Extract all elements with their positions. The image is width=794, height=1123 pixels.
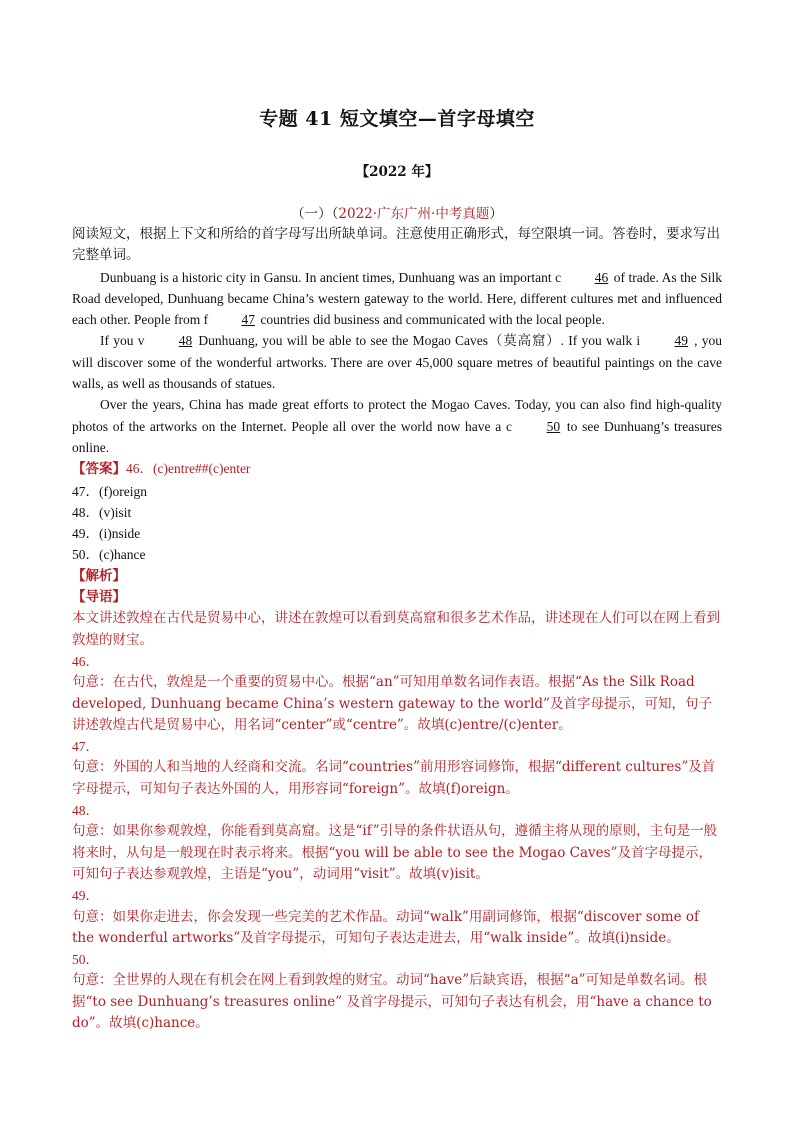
explanation-text: 句意：全世界的人现在有机会在网上看到敦煌的财宝。动词“have”后缺宾语，根据“a”可知是单数名词。根据“to see Dunhuang’s treasures online” 及首字母提示，可知句子表达有机会，用“have a chance to do”。故填(c)hance。 bbox=[72, 972, 712, 1031]
explanation-text: 句意：在古代，敦煌是一个重要的贸易中心。根据“an”可知用单数名词作表语。根据“As the Silk Road developed, Dunhuang became China’s western gateway to the world”及首字母提示，可知，句子讲述敦煌古代是贸易中心，用名词“center”或“centre”。故填(c)entre/(c)enter。 bbox=[72, 674, 712, 733]
explanation-number: 46． bbox=[72, 653, 99, 669]
year-heading: 【2022 年】 bbox=[355, 164, 439, 180]
instructions: 阅读短文，根据上下文和所给的首字母写出所缺单词。注意使用正确形式，每空限填一词。答卷时，要求写出完整单词。 bbox=[72, 226, 720, 264]
explanation-text: 句意：如果你走进去，你会发现一些完美的艺术作品。动词“walk”用副词修饰，根据“discover some of the wonderful artworks”及首字母提示，可知句子表达走进去，用“walk inside”。故填(i)nside。 bbox=[72, 908, 700, 946]
blank-47: 47 bbox=[241, 312, 255, 328]
explanation-text: 句意：外国的人和当地的人经商和交流。名词“countries”前用形容词修饰，根据“different cultures”及首字母提示，可知句子表达外国的人，用形容词“foreign”。故填(f)oreign。 bbox=[72, 759, 716, 797]
answer-label: 【答案】 bbox=[72, 461, 126, 478]
answer-item: 50．(c)hance bbox=[72, 547, 146, 563]
guide-label: 【导语】 bbox=[72, 589, 126, 606]
answer-line-1 bbox=[72, 458, 722, 480]
explanation-text: 句意：如果你参观敦煌，你能看到莫高窟。这是“if”引导的条件状语从句，遵循主将从现的原则，主句是一般将来时，从句是一般现在时表示将来。根据“you will be able to see the Mogao Caves”及首字母提示，可知句子表达参观敦煌，主语是“you”，动词用“visit”。故填(v)isit。 bbox=[72, 823, 718, 882]
blank-46: 46 bbox=[594, 269, 609, 285]
analysis-label: 【解析】 bbox=[72, 567, 126, 584]
page-title: 专题 41 短文填空—首字母填空 bbox=[259, 108, 535, 130]
answer-item: 49．(i)nside bbox=[72, 526, 141, 542]
explanation-number: 49． bbox=[72, 888, 99, 904]
passage-paragraph-1: Dunbuang is a historic city in Gansu. In ancient times, Dunhuang was an important c 46 of trade. As the Silk Road developed, Dunhuang became China’s western gateway to the world. Here, different cultures met and influenced each other. People from f 47 countries did business and communicated with the local people. bbox=[72, 267, 722, 331]
blank-49: 49 bbox=[674, 333, 688, 349]
source-suffix: ） bbox=[489, 206, 503, 222]
explanation-number: 47． bbox=[72, 739, 99, 755]
blank-48: 48 bbox=[178, 333, 193, 349]
answer-item: 47．(f)oreign bbox=[72, 483, 147, 499]
passage-paragraph-3: Over the years, China has made great efforts to protect the Mogao Caves. Today, you can also find high-quality photos of the artworks on the Internet. People all over the world now have a c 50 to see Dunhuang’s treasures online. bbox=[72, 397, 722, 455]
explanation-number: 50． bbox=[72, 952, 99, 968]
answer-item: 48．(v)isit bbox=[72, 504, 132, 520]
blank-50: 50 bbox=[546, 418, 561, 434]
source-exam: 2022·广东广州·中考真题 bbox=[338, 206, 490, 222]
guide-text: 本文讲述敦煌在古代是贸易中心，讲述在敦煌可以看到莫高窟和很多艺术作品，讲述现在人们可以在网上看到敦煌的财宝。 bbox=[72, 610, 720, 648]
content-body bbox=[72, 224, 722, 1034]
passage-paragraph-2: If you v 48 Dunhuang, you will be able to see the Mogao Caves（莫高窟）. If you walk i 49 , you will discover some of the wonderful artworks. There are over 45,000 square metres of beautiful paintings on the cave walls, as well as thousands of statues. bbox=[72, 330, 722, 394]
answer-item: 46．(c)entre##(c)enter bbox=[126, 461, 251, 477]
question-source bbox=[0, 202, 794, 222]
explanation-number: 48． bbox=[72, 803, 99, 819]
source-prefix: （一）（ bbox=[291, 206, 339, 222]
